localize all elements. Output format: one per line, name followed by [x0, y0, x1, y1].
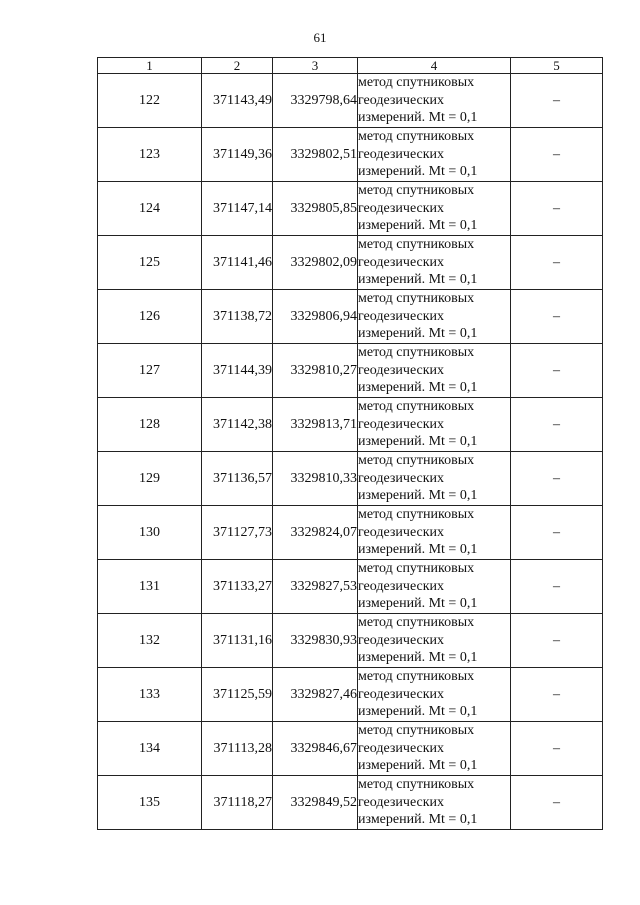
point-number-cell: 125 [98, 236, 202, 290]
method-cell [358, 452, 511, 506]
table-row [98, 128, 603, 182]
method-line-3: измерений. Mt = 0,1 [358, 110, 478, 126]
point-number-cell: 127 [98, 344, 202, 398]
point-number-cell: 123 [98, 128, 202, 182]
method-line-2: геодезических [358, 524, 445, 540]
method-cell [358, 398, 511, 452]
column-header-1: 1 [98, 58, 202, 74]
method-line-2: геодезических [358, 686, 445, 702]
method-line-3: измерений. Mt = 0,1 [358, 380, 478, 396]
method-line-3: измерений. Mt = 0,1 [358, 650, 478, 666]
point-number-cell: 128 [98, 398, 202, 452]
method-cell [358, 236, 511, 290]
column-header-4: 4 [358, 58, 511, 74]
method-line-1: метод спутниковых [358, 777, 475, 793]
method-line-2: геодезических [358, 578, 445, 594]
table-row [98, 452, 603, 506]
method-cell [358, 614, 511, 668]
y-coordinate-cell: 3329802,09 [273, 236, 358, 290]
y-coordinate-cell: 3329802,51 [273, 128, 358, 182]
method-line-1: метод спутниковых [358, 669, 475, 685]
column-5-cell: – [511, 290, 603, 344]
method-line-3: измерений. Mt = 0,1 [358, 596, 478, 612]
point-number-cell: 135 [98, 776, 202, 830]
method-line-2: геодезических [358, 92, 445, 108]
method-line-2: геодезических [358, 632, 445, 648]
y-coordinate-cell: 3329798,64 [273, 74, 358, 128]
method-line-3: измерений. Mt = 0,1 [358, 542, 478, 558]
method-cell [358, 128, 511, 182]
column-5-cell: – [511, 722, 603, 776]
method-line-1: метод спутниковых [358, 453, 475, 469]
point-number-cell: 134 [98, 722, 202, 776]
point-number-cell: 126 [98, 290, 202, 344]
page-number: 61 [313, 30, 327, 45]
method-cell [358, 560, 511, 614]
x-coordinate-cell: 371118,27 [202, 776, 273, 830]
method-cell [358, 74, 511, 128]
y-coordinate-cell: 3329846,67 [273, 722, 358, 776]
point-number-cell: 122 [98, 74, 202, 128]
method-line-2: геодезических [358, 308, 445, 324]
column-5-cell: – [511, 128, 603, 182]
table-row [98, 776, 603, 830]
method-line-1: метод спутниковых [358, 615, 475, 631]
x-coordinate-cell: 371141,46 [202, 236, 273, 290]
x-coordinate-cell: 371143,49 [202, 74, 273, 128]
table-row [98, 506, 603, 560]
y-coordinate-cell: 3329805,85 [273, 182, 358, 236]
method-line-2: геодезических [358, 146, 445, 162]
method-line-1: метод спутниковых [358, 399, 475, 415]
method-line-1: метод спутниковых [358, 75, 475, 91]
column-5-cell: – [511, 614, 603, 668]
table-header-row [98, 58, 603, 74]
x-coordinate-cell: 371113,28 [202, 722, 273, 776]
method-line-2: геодезических [358, 794, 445, 810]
y-coordinate-cell: 3329827,46 [273, 668, 358, 722]
method-cell [358, 506, 511, 560]
point-number-cell: 132 [98, 614, 202, 668]
method-line-1: метод спутниковых [358, 345, 475, 361]
coordinates-table [97, 57, 603, 830]
column-header-2: 2 [202, 58, 273, 74]
y-coordinate-cell: 3329813,71 [273, 398, 358, 452]
method-line-3: измерений. Mt = 0,1 [358, 812, 478, 828]
method-line-1: метод спутниковых [358, 237, 475, 253]
method-line-2: геодезических [358, 362, 445, 378]
column-5-cell: – [511, 182, 603, 236]
method-cell [358, 668, 511, 722]
method-cell [358, 776, 511, 830]
table-row [98, 290, 603, 344]
y-coordinate-cell: 3329824,07 [273, 506, 358, 560]
method-line-3: измерений. Mt = 0,1 [358, 326, 478, 342]
x-coordinate-cell: 371142,38 [202, 398, 273, 452]
method-line-2: геодезических [358, 200, 445, 216]
method-line-3: измерений. Mt = 0,1 [358, 488, 478, 504]
column-5-cell: – [511, 452, 603, 506]
table-row [98, 236, 603, 290]
y-coordinate-cell: 3329806,94 [273, 290, 358, 344]
method-line-1: метод спутниковых [358, 561, 475, 577]
table-row [98, 344, 603, 398]
point-number-cell: 131 [98, 560, 202, 614]
table-row [98, 560, 603, 614]
x-coordinate-cell: 371133,27 [202, 560, 273, 614]
point-number-cell: 129 [98, 452, 202, 506]
method-line-2: геодезических [358, 470, 445, 486]
column-5-cell: – [511, 560, 603, 614]
x-coordinate-cell: 371144,39 [202, 344, 273, 398]
method-line-1: метод спутниковых [358, 507, 475, 523]
point-number-cell: 124 [98, 182, 202, 236]
method-line-1: метод спутниковых [358, 129, 475, 145]
method-cell [358, 344, 511, 398]
column-5-cell: – [511, 506, 603, 560]
x-coordinate-cell: 371138,72 [202, 290, 273, 344]
method-line-1: метод спутниковых [358, 183, 475, 199]
table-row [98, 722, 603, 776]
column-5-cell: – [511, 776, 603, 830]
method-line-3: измерений. Mt = 0,1 [358, 434, 478, 450]
method-line-2: геодезических [358, 740, 445, 756]
y-coordinate-cell: 3329830,93 [273, 614, 358, 668]
table-row [98, 182, 603, 236]
column-5-cell: – [511, 668, 603, 722]
table-row [98, 614, 603, 668]
method-cell [358, 722, 511, 776]
point-number-cell: 133 [98, 668, 202, 722]
method-line-3: измерений. Mt = 0,1 [358, 164, 478, 180]
point-number-cell: 130 [98, 506, 202, 560]
x-coordinate-cell: 371136,57 [202, 452, 273, 506]
method-line-1: метод спутниковых [358, 291, 475, 307]
method-cell [358, 182, 511, 236]
x-coordinate-cell: 371149,36 [202, 128, 273, 182]
method-line-2: геодезических [358, 416, 445, 432]
y-coordinate-cell: 3329849,52 [273, 776, 358, 830]
y-coordinate-cell: 3329810,27 [273, 344, 358, 398]
table-body [98, 74, 603, 830]
table-row [98, 398, 603, 452]
table-row [98, 668, 603, 722]
y-coordinate-cell: 3329827,53 [273, 560, 358, 614]
method-line-2: геодезических [358, 254, 445, 270]
y-coordinate-cell: 3329810,33 [273, 452, 358, 506]
column-5-cell: – [511, 236, 603, 290]
method-line-3: измерений. Mt = 0,1 [358, 272, 478, 288]
method-line-3: измерений. Mt = 0,1 [358, 758, 478, 774]
x-coordinate-cell: 371127,73 [202, 506, 273, 560]
method-line-1: метод спутниковых [358, 723, 475, 739]
method-line-3: измерений. Mt = 0,1 [358, 218, 478, 234]
column-header-5: 5 [511, 58, 603, 74]
method-line-3: измерений. Mt = 0,1 [358, 704, 478, 720]
method-cell [358, 290, 511, 344]
x-coordinate-cell: 371131,16 [202, 614, 273, 668]
x-coordinate-cell: 371147,14 [202, 182, 273, 236]
column-5-cell: – [511, 398, 603, 452]
column-header-3: 3 [273, 58, 358, 74]
column-5-cell: – [511, 74, 603, 128]
table-row [98, 74, 603, 128]
column-5-cell: – [511, 344, 603, 398]
x-coordinate-cell: 371125,59 [202, 668, 273, 722]
